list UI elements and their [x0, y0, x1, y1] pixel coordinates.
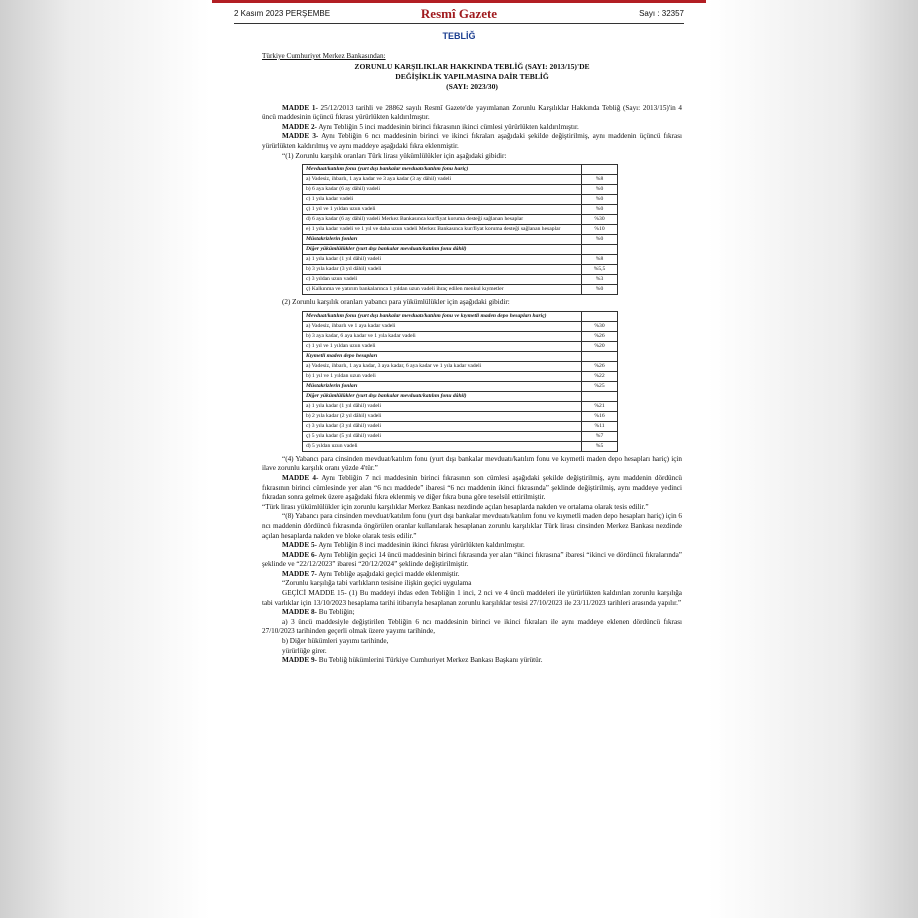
table-row — [303, 265, 618, 275]
table-row — [303, 195, 618, 205]
row-rate: %30 — [582, 321, 618, 331]
row-label: a) 1 yıla kadar (1 yıl dâhil) vadeli — [303, 401, 582, 411]
row-label: a) Vadesiz, ihbarlı, 1 aya kadar ve 3 aya kadar (3 ay dâhil) vadeli — [303, 175, 582, 185]
table-row — [303, 205, 618, 215]
row-rate: %8 — [582, 255, 618, 265]
table-row — [303, 311, 618, 321]
top-accent-line — [212, 0, 706, 3]
header-date: 2 Kasım 2023 PERŞEMBE — [234, 9, 331, 18]
table-row — [303, 361, 618, 371]
row-rate — [582, 165, 618, 175]
row-label: ç) Kalkınma ve yatırım bankalarınca 1 yıldan uzun vadeli ihraç edilen menkul kıymetler — [303, 285, 582, 295]
row-label: b) 2 yıla kadar (2 yıl dâhil) vadeli — [303, 411, 582, 421]
row-rate: %3 — [582, 275, 618, 285]
row-label: b) 1 yıl ve 1 yıldan uzun vadeli — [303, 371, 582, 381]
table-row — [303, 391, 618, 401]
table-row — [303, 285, 618, 295]
row-rate — [582, 245, 618, 255]
tl-reserve-table — [302, 164, 618, 295]
row-label: c) 1 yıl ve 1 yıldan uzun vadeli — [303, 341, 582, 351]
row-rate: %20 — [582, 341, 618, 351]
row-label: Diğer yükümlülükler (yurt dışı bankalar mevduatı/katılım fonu dâhil) — [303, 391, 582, 401]
doc-title-line-2: DEĞİŞİKLİK YAPILMASINA DAİR TEBLİĞ — [395, 71, 549, 81]
row-rate: %0 — [582, 235, 618, 245]
table-row — [303, 245, 618, 255]
header-gazette-name: Resmî Gazete — [420, 6, 498, 21]
article-8: MADDE 8- Bu Tebliğin; — [282, 608, 355, 617]
row-label: Mevduat/katılım fonu (yurt dışı bankalar mevduatı/katılım fonu hariç) — [303, 165, 582, 175]
row-rate: %10 — [582, 225, 618, 235]
article-7: MADDE 7- Aynı Tebliğe aşağıdaki geçici madde eklenmiştir. — [282, 569, 460, 578]
row-label: Kıymetli maden depo hesapları — [303, 351, 582, 361]
issuer-line: Türkiye Cumhuriyet Merkez Bankasından: — [262, 52, 386, 60]
section-title: TEBLİĞ — [442, 31, 476, 41]
row-label: b) 6 aya kadar (6 ay dâhil) vadeli — [303, 185, 582, 195]
paragraph-4: “(4) Yabancı para cinsinden mevduat/katılım fonu (yurt dışı bankalar mevduatı/katılım fonu ve kıymetli maden depo hesapları hariç) için ilave zorunlu karşılık oranı yüzde 4'tür.” — [262, 454, 682, 473]
table-row — [303, 175, 618, 185]
row-rate: %30 — [582, 215, 618, 225]
table-row — [303, 225, 618, 235]
row-rate: %0 — [582, 185, 618, 195]
article-8-end: yürürlüğe girer. — [282, 646, 327, 655]
row-rate: %11 — [582, 421, 618, 431]
row-rate: %0 — [582, 205, 618, 215]
row-rate — [582, 351, 618, 361]
article-2: MADDE 2- Aynı Tebliğin 5 inci maddesinin birinci fıkrasının ikinci cümlesi yürürlükten kaldırılmıştır. — [282, 122, 579, 131]
table-row — [303, 185, 618, 195]
row-label: c) 3 yıla kadar (3 yıl dâhil) vadeli — [303, 421, 582, 431]
table-row — [303, 235, 618, 245]
row-label: b) 3 aya kadar, 6 aya kadar ve 1 yıla kadar vadeli — [303, 331, 582, 341]
row-rate — [582, 311, 618, 321]
row-label: ç) 5 yıla kadar (5 yıl dâhil) vadeli — [303, 431, 582, 441]
table-row — [303, 431, 618, 441]
table-row — [303, 351, 618, 361]
row-label: d) 5 yıldan uzun vadeli — [303, 441, 582, 451]
row-label: Diğer yükümlülükler (yurt dışı bankalar mevduatı/katılım fonu dâhil) — [303, 245, 582, 255]
quote-tl: “Türk lirası yükümlülükler için zorunlu karşılıklar Merkez Bankası nezdinde açılan hesaplarda nakden ve ortalama olarak tesis edilir.” — [262, 502, 649, 511]
row-rate: %0 — [582, 285, 618, 295]
article-8-b: b) Diğer hükümleri yayımı tarihinde, — [282, 637, 389, 646]
row-label: Mevduat/katılım fonu (yurt dışı bankalar mevduatı/katılım fonu ve kıymetli maden depo hesapları hariç) — [303, 311, 582, 321]
article-4: MADDE 4- Aynı Tebliğin 7 nci maddesinin birinci fıkrasının son cümlesi aşağıdaki şekilde değiştirilmiş, aynı maddenin dördüncü fıkrasının birinci cümlesinde yer alan “6 ncı maddede” ibaresi “6 ncı maddenin ikinci fıkrasında” şeklinde değiştirilmiş, aynı maddeye yedinci fıkradan sonra gelmek üzere aşağıdaki fıkra eklenmiş ve diğer fıkra buna göre teselsül ettirilmiştir. — [262, 473, 683, 502]
table-row — [303, 381, 618, 391]
row-rate: %0 — [582, 195, 618, 205]
table-row — [303, 401, 618, 411]
row-rate: %5 — [582, 441, 618, 451]
gazette-page — [212, 0, 706, 918]
paragraph-8: “(8) Yabancı para cinsinden mevduat/katılım fonu (yurt dışı bankalar mevduatı/katılım fonu ve kıymetli maden depo hesapları hariç) için 6 ncı maddenin dördüncü fıkrasında öngörülen oranlar kullanılarak hesaplanan zorunlu karşılıklar Türk lirası cinsinden Merkez Bankası nezdinde açılan hesaplarda nakden ve bloke olarak tesis edilir.” — [262, 512, 682, 540]
row-rate — [582, 391, 618, 401]
row-label: b) 3 yıla kadar (3 yıl dâhil) vadeli — [303, 265, 582, 275]
row-label: c) 1 yıla kadar vadeli — [303, 195, 582, 205]
row-label: a) 1 yıla kadar (1 yıl dâhil) vadeli — [303, 255, 582, 265]
table-row — [303, 331, 618, 341]
table-row — [303, 165, 618, 175]
row-label: a) Vadesiz, ihbarlı ve 1 aya kadar vadeli — [303, 321, 582, 331]
article-9: MADDE 9- Bu Tebliğ hükümlerini Türkiye Cumhuriyet Merkez Bankası Başkanı yürütür. — [282, 656, 543, 665]
table-row — [303, 421, 618, 431]
row-rate: %5,5 — [582, 265, 618, 275]
paragraph-1: “(1) Zorunlu karşılık oranları Türk lirası yükümlülükler için aşağıdaki gibidir: — [282, 151, 507, 160]
table-row — [303, 411, 618, 421]
row-rate: %8 — [582, 175, 618, 185]
doc-title-line-3: (SAYI: 2023/30) — [446, 81, 498, 91]
table-row — [303, 215, 618, 225]
row-label: Müstakrizlerin fonları — [303, 235, 582, 245]
table-row — [303, 255, 618, 265]
table-row — [303, 441, 618, 451]
article-8-a: a) 3 üncü maddesiyle değiştirilen Tebliğin 6 ncı maddesinin birinci ve ikinci fıkraları ile aynı maddeye eklenen dördüncü fıkrası 27/10/2023 tarihinden geçerli olmak üzere yayımı tarihinde, — [262, 617, 682, 636]
document-body — [262, 52, 682, 666]
article-1: MADDE 1- 25/12/2013 tarihli ve 28862 sayılı Resmî Gazete'de yayımlanan Zorunlu Karşılıklar Hakkında Tebliğ (Sayı: 2013/15)'in 4 üncü maddesinin üçüncü fıkrası yürürlükten kaldırılmıştır. — [262, 103, 682, 122]
table-row — [303, 321, 618, 331]
row-label: a) Vadesiz, ihbarlı, 1 aya kadar, 3 aya kadar, 6 aya kadar ve 1 yıla kadar vadeli — [303, 361, 582, 371]
fx-reserve-table — [302, 311, 618, 452]
row-rate: %16 — [582, 411, 618, 421]
article-5: MADDE 5- Aynı Tebliğin 8 inci maddesinin ikinci fıkrası yürürlükten kaldırılmıştır. — [282, 541, 525, 550]
temporary-heading: “Zorunlu karşılığa tabi varlıkların tesisine ilişkin geçici uygulama — [282, 579, 472, 588]
row-label: d) 6 aya kadar (6 ay dâhil) vadeli Merkez Bankasınca kur/fiyat koruma desteği sağlanan hesaplar — [303, 215, 582, 225]
table-row — [303, 371, 618, 381]
paragraph-2: (2) Zorunlu karşılık oranları yabancı para yükümlülükler için aşağıdaki gibidir: — [282, 298, 510, 307]
doc-title-line-1: ZORUNLU KARŞILIKLAR HAKKINDA TEBLİĞ (SAYI: 2013/15)'DE — [354, 61, 590, 71]
article-3: MADDE 3- Aynı Tebliğin 6 ncı maddesinin birinci ve ikinci fıkraları aşağıdaki şekilde değiştirilmiş, aynı maddenin üçüncü fıkrası yürürlükten kaldırılmış ve aynı maddeye aşağıdaki fıkra eklenmiştir. — [262, 132, 682, 150]
row-label: e) 1 yıla kadar vadeli ve 1 yıl ve daha uzun vadeli Merkez Bankasınca kur/fiyat koruma desteği sağlanan hesaplar — [303, 225, 582, 235]
row-rate: %26 — [582, 331, 618, 341]
table-row — [303, 341, 618, 351]
row-label: c) 3 yıldan uzun vadeli — [303, 275, 582, 285]
row-rate: %25 — [582, 381, 618, 391]
article-6: MADDE 6- Aynı Tebliğin geçici 14 üncü maddesinin birinci fıkrasında yer alan “ikinci fıkrasına” ibaresi “ikinci ve dördüncü fıkralarında” şeklinde ve “22/12/2023” ibaresi “20/12/2024” şeklinde değiştirilmiştir. — [262, 550, 682, 569]
temporary-article-15: GEÇİCİ MADDE 15- (1) Bu maddeyi ihdas eden Tebliğin 1 inci, 2 nci ve 4 üncü maddeleri ile yürürlükten kaldırılan zorunlu karşılığa tabi varlıklar için 13/10/2023 hesaplama tarihi itibarıyla hesaplanan zorunlu karşılıklar tesisi 27/10/2023 ile 23/11/2023 tarihleri arasında yapılır.” — [262, 589, 682, 607]
row-rate: %26 — [582, 361, 618, 371]
row-label: ç) 1 yıl ve 1 yıldan uzun vadeli — [303, 205, 582, 215]
row-rate: %22 — [582, 371, 618, 381]
header-divider — [234, 23, 684, 24]
row-rate: %21 — [582, 401, 618, 411]
header-issue: Sayı : 32357 — [639, 9, 684, 18]
row-rate: %7 — [582, 431, 618, 441]
table-row — [303, 275, 618, 285]
row-label: Müstakrizlerin fonları — [303, 381, 582, 391]
